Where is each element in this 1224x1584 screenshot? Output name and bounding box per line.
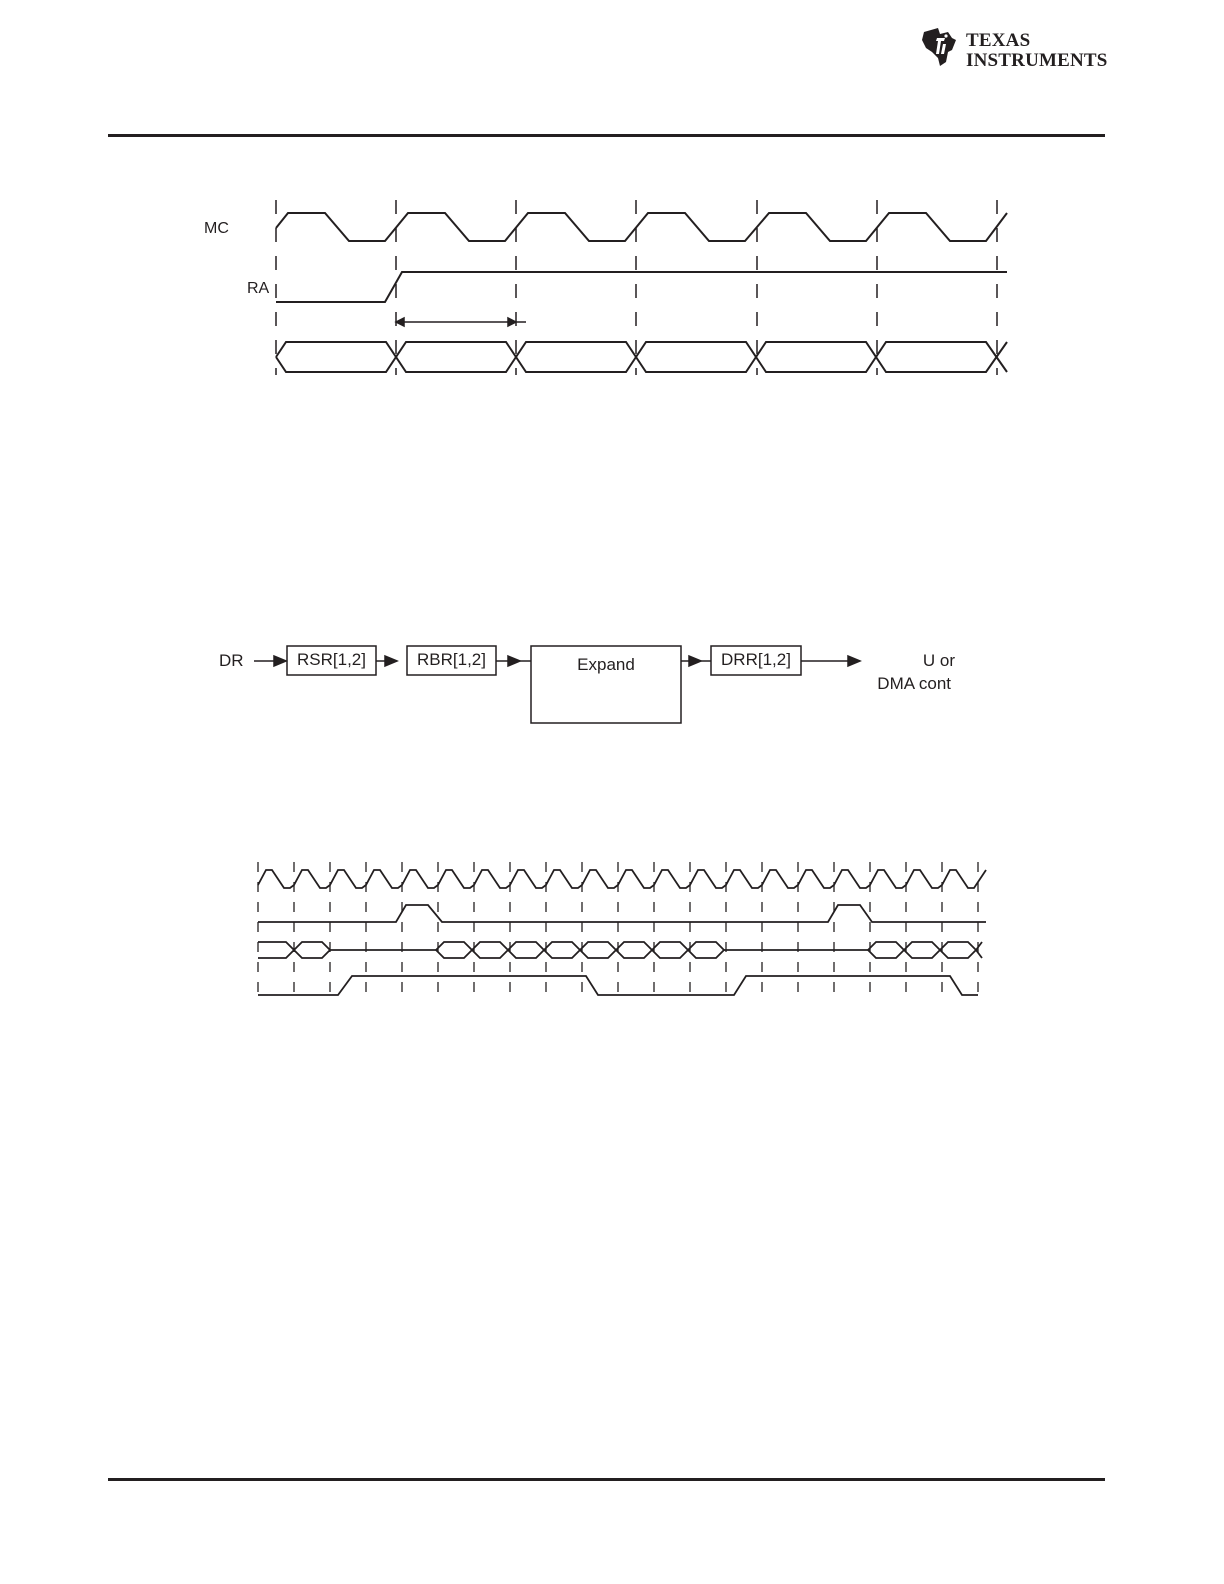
frame-sync-waveform bbox=[258, 905, 986, 922]
rbr-register-label: RBR[1,2] bbox=[417, 650, 486, 669]
input-label-dr: DR bbox=[219, 651, 244, 670]
data-bit-cell bbox=[294, 942, 330, 958]
data-bit-cell bbox=[616, 942, 652, 958]
data-bit-cell bbox=[580, 942, 616, 958]
data-bit-cell bbox=[544, 942, 580, 958]
data-bit-cell bbox=[436, 942, 472, 958]
signal-label-mc: MC bbox=[204, 220, 229, 237]
data-bit-cell bbox=[688, 942, 724, 958]
data-bit-cell bbox=[508, 942, 544, 958]
data-bit-cell bbox=[652, 942, 688, 958]
footer-rule bbox=[108, 1478, 1105, 1481]
data-bit-cell bbox=[976, 942, 982, 950]
data-bit-cell bbox=[472, 942, 508, 958]
output-label-line2: DMA cont bbox=[877, 674, 951, 693]
rsr-register-label: RSR[1,2] bbox=[297, 650, 366, 669]
output-label-line1: U or bbox=[922, 651, 955, 670]
expand-block-label: Expand bbox=[577, 655, 635, 674]
data-bit-cell bbox=[258, 942, 294, 958]
drr-register-label: DRR[1,2] bbox=[721, 650, 791, 669]
logo-text-line1: TEXAS bbox=[966, 30, 1031, 51]
logo-text-line2: INSTRUMENTS bbox=[966, 50, 1108, 71]
signal-label-ra: RA bbox=[247, 280, 270, 297]
data-bit-cell bbox=[976, 950, 982, 958]
data-bit-cell bbox=[904, 942, 940, 958]
data-bit-cell bbox=[940, 942, 976, 958]
data-bit-cell bbox=[868, 942, 904, 958]
clock-waveform bbox=[258, 870, 986, 888]
